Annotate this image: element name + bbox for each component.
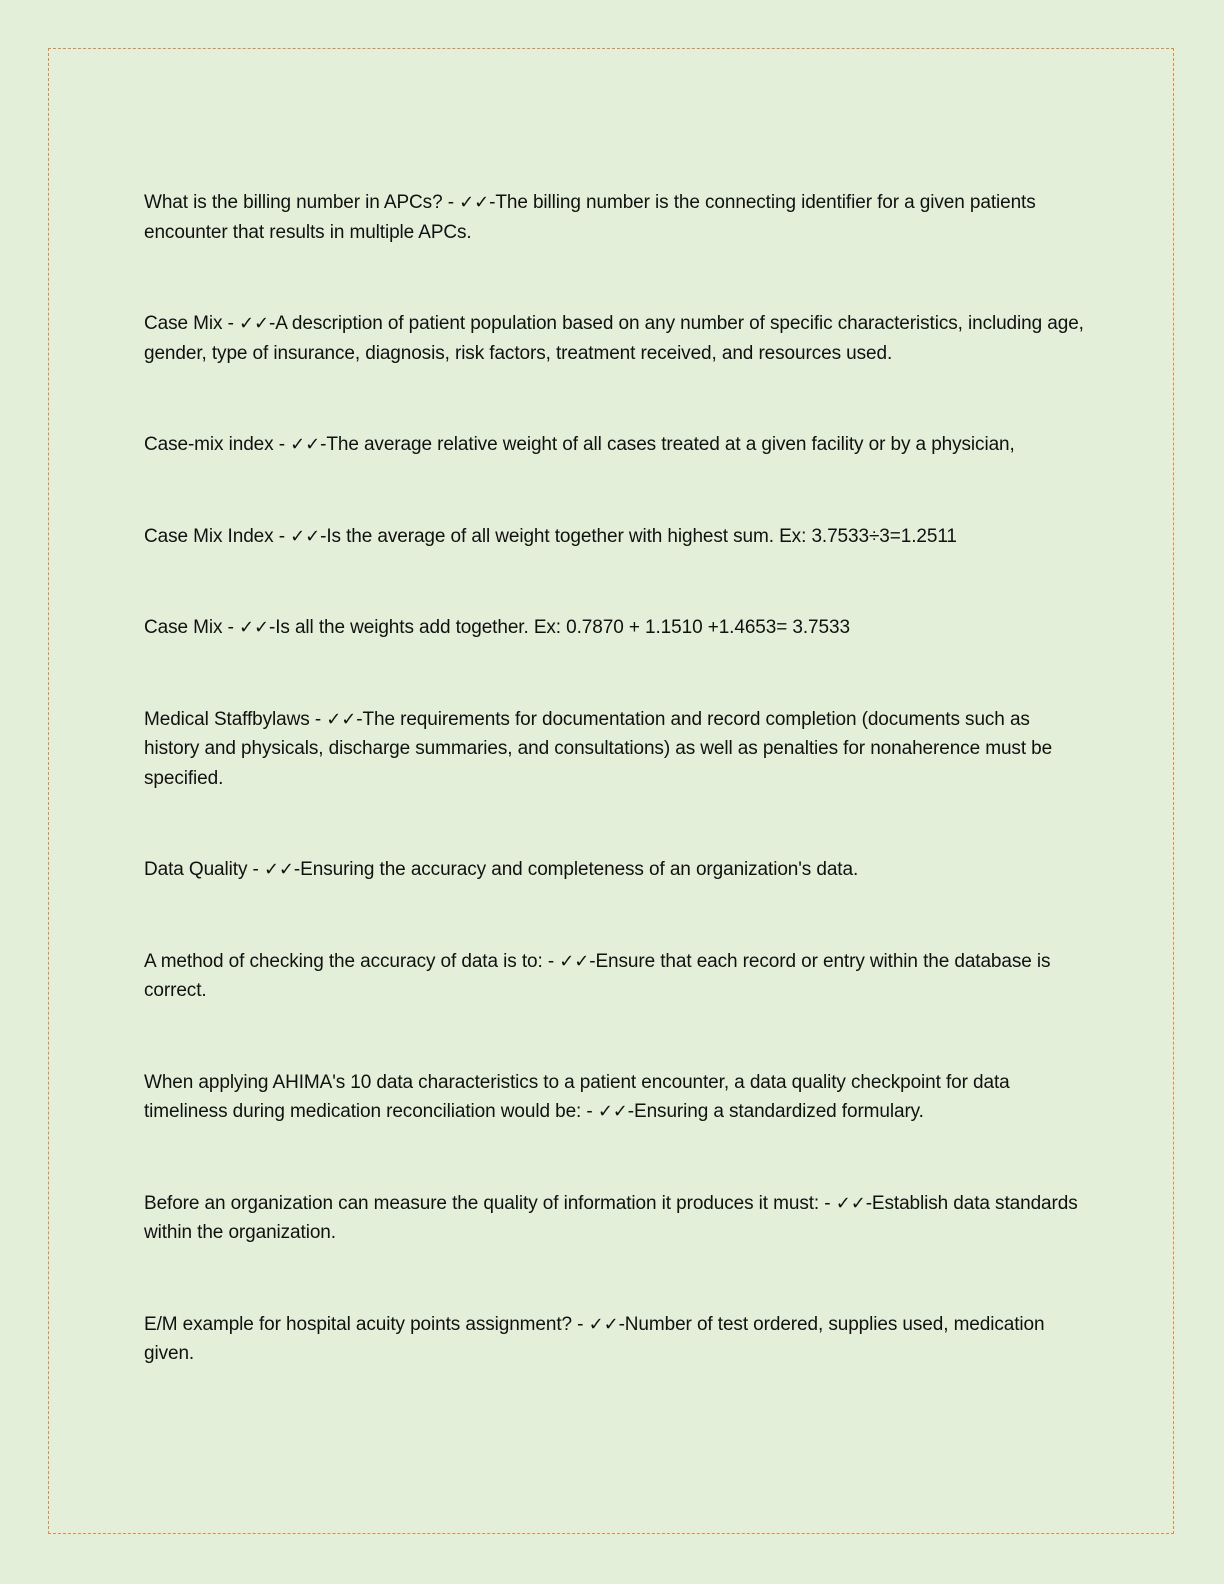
answer-prefix: - <box>356 708 363 730</box>
qa-item <box>144 855 1084 885</box>
answer-prefix: - <box>268 313 276 334</box>
separator: - <box>542 950 560 972</box>
answer-text: Ensure that each record or entry within the database is correct. <box>144 950 1051 1001</box>
question-text: Case Mix <box>144 313 223 334</box>
answer-prefix: - <box>627 1101 635 1122</box>
answer-text: Number of test ordered, supplies used, medication given. <box>144 1313 1045 1364</box>
separator: - <box>309 708 327 730</box>
question-text: What is the billing number in APCs? <box>144 192 443 213</box>
answer-text: A description of patient population based on any number of specific characteristics, including age, gender, type of insurance, diagnosis, risk factors, treatment received, and resources used. <box>144 313 1084 364</box>
check-marks-icon: ✓✓ <box>290 434 321 455</box>
qa-item <box>144 309 1084 368</box>
qa-item <box>144 430 1084 460</box>
separator: - <box>273 434 291 455</box>
answer-prefix: - <box>589 950 596 972</box>
check-marks-icon: ✓✓ <box>238 313 269 334</box>
qa-item <box>144 947 1084 1006</box>
separator: - <box>442 192 460 213</box>
separator: - <box>819 1192 836 1214</box>
check-marks-icon: ✓✓ <box>290 525 321 547</box>
question-text: Case Mix <box>144 617 223 638</box>
separator: - <box>222 617 239 638</box>
answer-prefix: - <box>489 192 496 213</box>
qa-item <box>144 705 1084 794</box>
question-text: Before an organization can measure the quality of information it produces it must: <box>144 1192 820 1214</box>
answer-text: Is all the weights add together. Ex: 0.7870 + 1.1510 +1.4653= 3.7533 <box>275 617 850 638</box>
check-marks-icon: ✓✓ <box>326 708 357 730</box>
check-marks-icon: ✓✓ <box>588 1313 619 1335</box>
qa-item <box>144 1068 1084 1127</box>
question-text: E/M example for hospital acuity points assignment? <box>144 1313 572 1335</box>
check-marks-icon: ✓✓ <box>559 950 590 972</box>
question-text: Medical Staffbylaws <box>144 708 310 730</box>
qa-item <box>144 613 1084 643</box>
answer-text: The average relative weight of all cases treated at a given facility or by a physician, <box>326 434 1015 455</box>
answer-text: Is the average of all weight together with highest sum. Ex: 3.7533÷3=1.2511 <box>326 525 957 547</box>
answer-text: Ensuring a standardized formulary. <box>634 1101 924 1122</box>
qa-item <box>144 188 1084 247</box>
separator: - <box>572 1313 589 1335</box>
qa-item <box>144 1189 1084 1248</box>
separator: - <box>222 313 239 334</box>
answer-text: Ensuring the accuracy and completeness of an organization's data. <box>300 859 859 880</box>
answer-prefix: - <box>268 617 276 638</box>
answer-prefix: - <box>618 1313 625 1335</box>
answer-text: The billing number is the connecting identifier for a given patients encounter that results in multiple APCs. <box>144 192 1036 243</box>
question-text: Case-mix index <box>144 434 274 455</box>
question-text: Data Quality <box>144 859 248 880</box>
check-marks-icon: ✓✓ <box>835 1192 866 1214</box>
answer-prefix: - <box>320 434 327 455</box>
check-marks-icon: ✓✓ <box>263 859 294 880</box>
check-marks-icon: ✓✓ <box>238 617 269 638</box>
answer-prefix: - <box>865 1192 872 1214</box>
answer-text: The requirements for documentation and record completion (documents such as history and physicals, discharge summaries, and consultations) as well as penalties for nonaherence must be specified. <box>144 708 1053 789</box>
separator: - <box>581 1101 598 1122</box>
question-text: Case Mix Index <box>144 525 274 547</box>
separator: - <box>273 525 291 547</box>
question-text: When applying AHIMA's 10 data characteristics to a patient encounter, a data quality checkpoint for data timeliness during medication reconciliation would be: <box>144 1071 1010 1122</box>
qa-list <box>144 188 1084 1431</box>
answer-prefix: - <box>293 859 301 880</box>
check-marks-icon: ✓✓ <box>597 1101 628 1122</box>
question-text: A method of checking the accuracy of data is to: <box>144 950 543 972</box>
answer-text: Establish data standards within the organization. <box>144 1192 1078 1243</box>
qa-item <box>144 1310 1084 1369</box>
qa-item <box>144 522 1084 552</box>
separator: - <box>247 859 264 880</box>
answer-prefix: - <box>320 525 327 547</box>
check-marks-icon: ✓✓ <box>459 192 490 213</box>
